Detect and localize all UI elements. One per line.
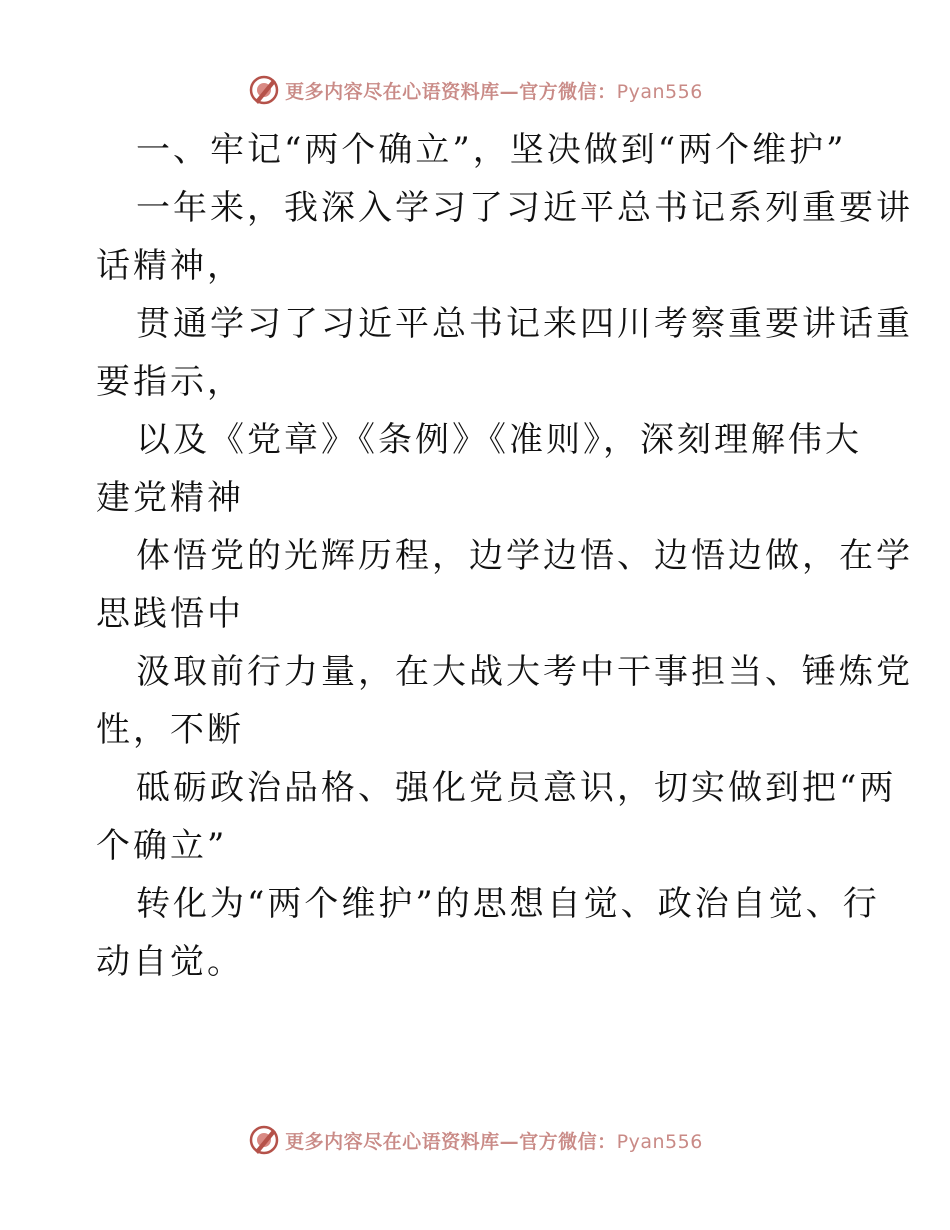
paragraph-line: 个确立” bbox=[96, 826, 228, 866]
paragraph-line: 汲取前行力量，在大战大考中干事担当、锤炼党 bbox=[136, 652, 913, 692]
footer-watermark bbox=[0, 1120, 950, 1160]
pen-logo-icon bbox=[247, 73, 281, 107]
paragraph-line: 砥砺政治品格、强化党员意识，切实做到把“两 bbox=[136, 768, 897, 808]
paragraph-line: 话精神， bbox=[96, 246, 244, 286]
pen-logo-icon bbox=[247, 1123, 281, 1157]
paragraph-line: 转化为“两个维护”的思想自觉、政治自觉、行 bbox=[136, 884, 880, 924]
paragraph-line: 性，不断 bbox=[96, 710, 244, 750]
paragraph-line: 建党精神 bbox=[96, 478, 244, 518]
paragraph-line: 动自觉。 bbox=[96, 942, 244, 982]
header-watermark bbox=[0, 70, 950, 110]
paragraph-line: 贯通学习了习近平总书记来四川考察重要讲话重 bbox=[136, 304, 913, 344]
paragraph-line: 一年来，我深入学习了习近平总书记系列重要讲 bbox=[136, 188, 913, 228]
paragraph-line: 以及《党章》《条例》《准则》，深刻理解伟大 bbox=[136, 420, 862, 460]
paragraph-line: 要指示， bbox=[96, 362, 244, 402]
watermark-text: 更多内容尽在心语资料库—官方微信：Pyan556 bbox=[285, 1130, 703, 1153]
watermark-text: 更多内容尽在心语资料库—官方微信：Pyan556 bbox=[285, 80, 703, 103]
paragraph-line: 思践悟中 bbox=[96, 594, 244, 634]
heading-line: 一、牢记“两个确立”，坚决做到“两个维护” bbox=[136, 130, 847, 170]
paragraph-line: 体悟党的光辉历程，边学边悟、边悟边做，在学 bbox=[136, 536, 913, 576]
document-body bbox=[96, 121, 913, 991]
